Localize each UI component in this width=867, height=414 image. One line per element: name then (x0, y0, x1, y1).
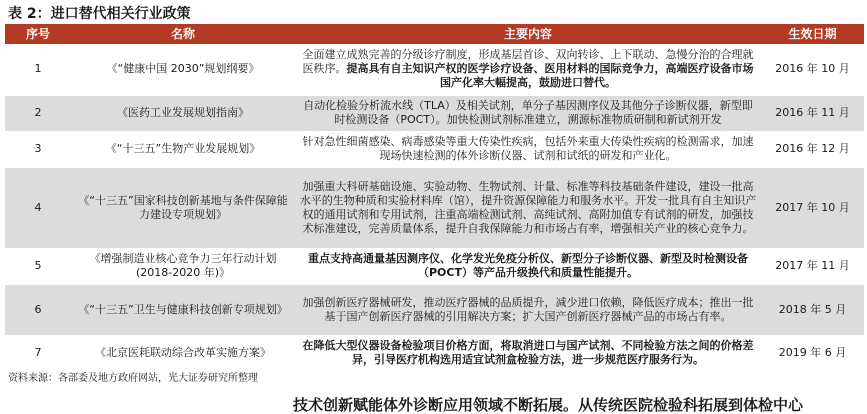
row-index: 6 (5, 284, 71, 335)
table-header-row (5, 24, 864, 44)
row-content (295, 44, 761, 95)
row-date: 2017 年 11 月 (761, 248, 864, 284)
content-normal-text: 加强重大科研基础设施、实验动物、生物试剂、计量、标准等科技基础条件建设，建设一批高水平的生物种质和实验材料库（馆），提升资源保障能力和服务水平。开发一批具有自主知识产权的通用试剂和专用试剂，注重高端检测试剂、高纯试剂、高附加值专有试剂的研发，加强技术标准建设，完善质量体系，提升自我保障能力和市场占有率，增强相关产业的核心竞争力。 (299, 179, 757, 235)
next-section-heading: 技术创新赋能体外诊断应用领域不断拓展。从传统医院检验科拓展到体检中心 (293, 396, 804, 414)
row-index: 1 (5, 44, 71, 95)
table-row (5, 167, 864, 248)
row-name: 《医药工业发展规划指南》 (71, 95, 295, 131)
row-date: 2018 年 5 月 (761, 284, 864, 335)
row-content (295, 95, 761, 131)
row-content (295, 248, 761, 284)
header-name: 名称 (71, 24, 295, 44)
table-row (5, 44, 864, 95)
row-index: 7 (5, 335, 71, 371)
row-date: 2016 年 12 月 (761, 131, 864, 167)
policy-table (5, 24, 864, 372)
content-bold-text: 重点支持高通量基因测序仪、化学发光免疫分析仪、新型分子诊断仪器、新型及时检测设备（POCT）等产品升级换代和质量性能提升。 (308, 252, 748, 279)
row-content (295, 167, 761, 248)
row-index: 5 (5, 248, 71, 284)
row-name: 《北京医耗联动综合改革实施方案》 (71, 335, 295, 371)
row-name: 《“十三五”生物产业发展规划》 (71, 131, 295, 167)
row-content (295, 284, 761, 335)
row-name: 《“健康中国 2030”规划纲要》 (71, 44, 295, 95)
source-note: 资料来源：各部委及地方政府网站，光大证券研究所整理 (8, 373, 258, 384)
row-content (295, 131, 761, 167)
content-bold-text: 提高具有自主知识产权的医学诊疗设备、医用材料的国际竞争力，高端医疗设备市场国产化率大幅提高，鼓励进口替代。 (346, 62, 754, 90)
row-date: 2019 年 6 月 (761, 335, 864, 371)
table-row (5, 284, 864, 335)
table-caption: 表 2：进口替代相关行业政策 (8, 6, 191, 22)
row-name: 《“十三五”国家科技创新基地与条件保障能力建设专项规划》 (71, 167, 295, 248)
row-index: 4 (5, 167, 71, 248)
content-normal-text: 加强创新医疗器械研发，推动医疗器械的品质提升，减少进口依赖，降低医疗成本；推出一批基于国产创新医疗器械的引用解决方案；扩大国产创新医疗器械产品的市场占有率。 (302, 295, 754, 323)
table-row (5, 131, 864, 167)
content-normal-text: 全面建立成熟完善的分级诊疗制度，形成基层首诊、双向转诊、上下联动、急慢分治的合理就医秩序。 (302, 48, 754, 76)
row-date: 2017 年 10 月 (761, 167, 864, 248)
content-normal-text: 自动化检验分析流水线（TLA）及相关试剂，单分子基因测序仪及其他分子诊断仪器，新型即时检测设备（POCT）。加快检测试剂标准建立，溯源标准物质研制和新试剂开发 (303, 99, 753, 126)
row-name: 《增强制造业核心竞争力三年行动计划(2018-2020 年)》 (71, 248, 295, 284)
header-index: 序号 (5, 24, 71, 44)
table-row (5, 95, 864, 131)
header-content: 主要内容 (295, 24, 761, 44)
content-normal-text: 针对急性细菌感染、病毒感染等重大传染性疾病，包括外来重大传染性疾病的检测需求，加速现场快速检测的体外诊断仪器、试剂和试纸的研发和产业化。 (302, 135, 754, 162)
content-bold-text: 在降低大型仪器设备检验项目价格方面，将取消进口与国产试剂、不同检验方法之间的价格差异，引导医疗机构选用适宜试剂盒检验方法，进一步规范医疗服务行为。 (302, 339, 754, 366)
table-row (5, 248, 864, 284)
row-date: 2016 年 11 月 (761, 95, 864, 131)
header-date: 生效日期 (761, 24, 864, 44)
row-index: 3 (5, 131, 71, 167)
row-index: 2 (5, 95, 71, 131)
table-row (5, 335, 864, 371)
row-date: 2016 年 10 月 (761, 44, 864, 95)
row-content (295, 335, 761, 371)
row-name: 《“十三五”卫生与健康科技创新专项规划》 (71, 284, 295, 335)
